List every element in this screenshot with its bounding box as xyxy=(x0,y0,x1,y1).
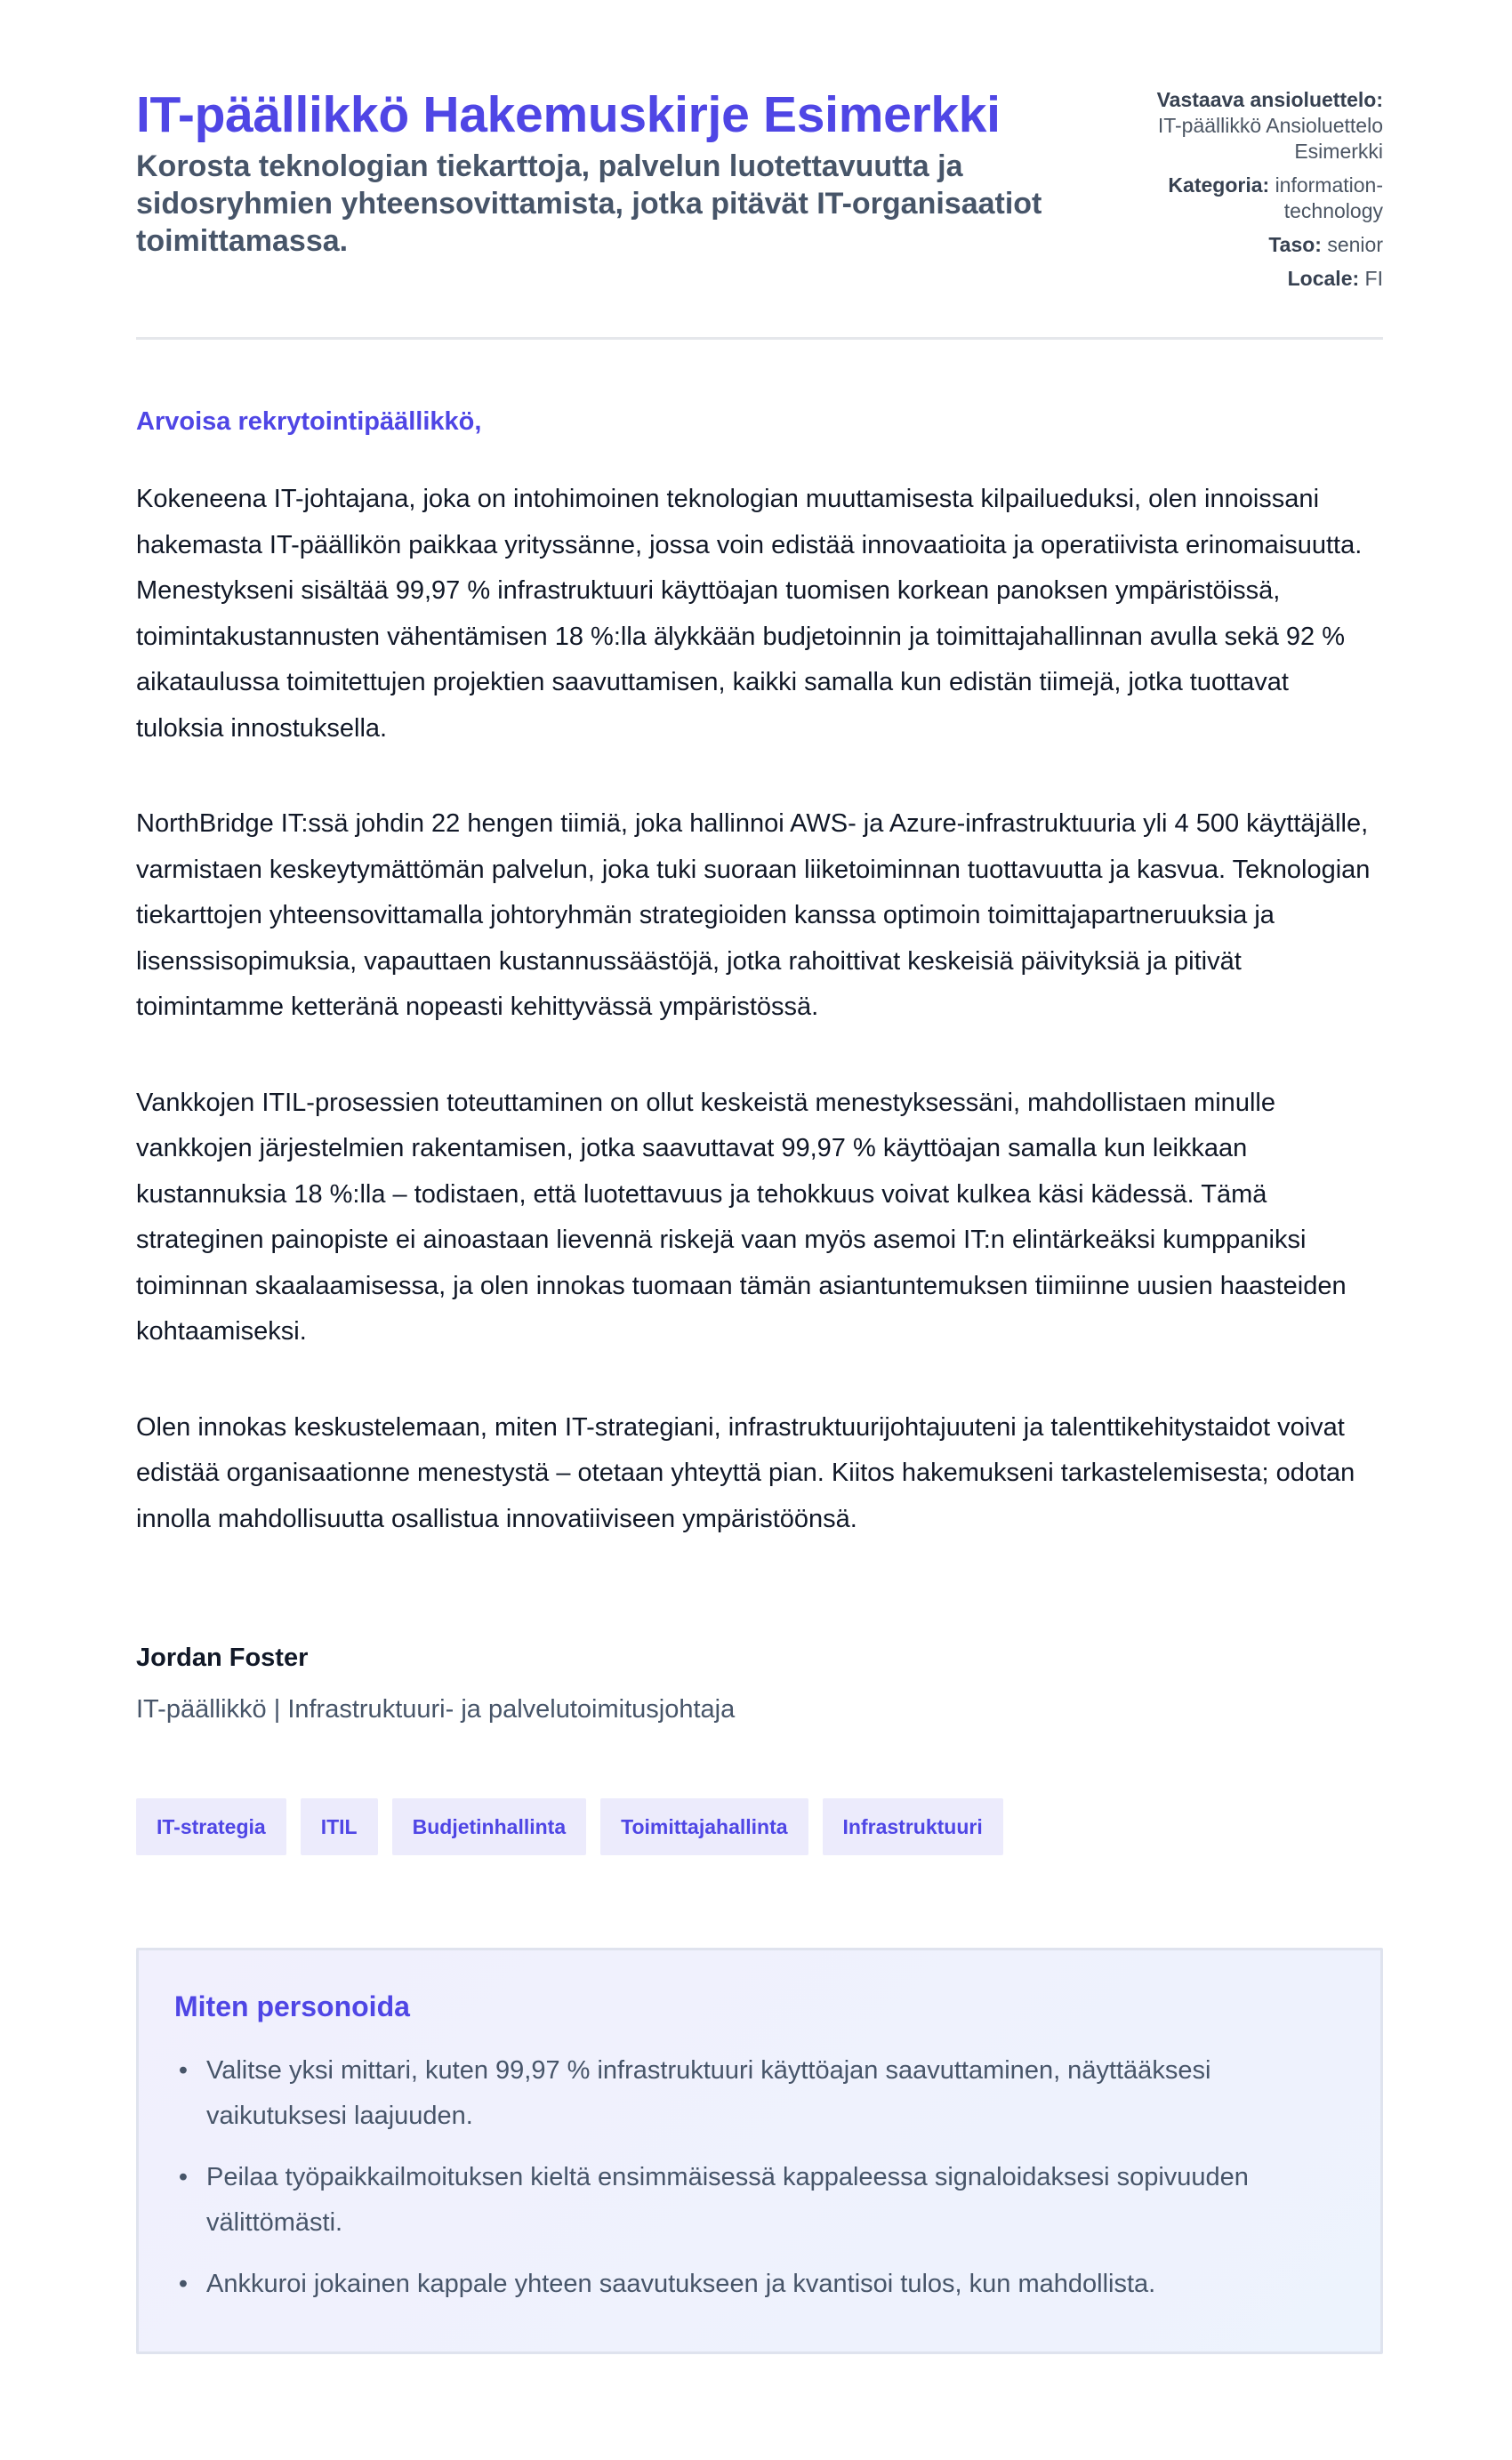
bullet-icon: • xyxy=(178,2163,189,2191)
page-subtitle: Korosta teknologian tiekarttoja, palvelun luotettavuutta ja sidosryhmien yhteensovittamista, jotka pitävät IT-organisaatiot toimittamassa. xyxy=(136,149,1042,258)
signature-role: IT-päällikkö | Infrastruktuuri- ja palvelutoimitusjohtaja xyxy=(136,1695,736,1724)
meta-level xyxy=(1116,232,1383,258)
signature-block xyxy=(136,1640,1383,1727)
letter-paragraph: NorthBridge IT:ssä johdin 22 hengen tiimiä, joka hallinnoi AWS- ja Azure-infrastruktuuria yli 4 500 käyttäjälle, varmistaen keskeytymättömän palvelun, joka tuki suoraan liiketoiminnan tuottavuutta ja kasvua. Teknologian tiekarttojen yhteensovittamalla johtoryhmän strategioiden kanssa optimoin toimittajapartneruuksia ja lisenssisopimuksia, vapauttaen kustannussäästöjä, jotka rahoittivat keskeisiä päivityksiä ja pitivät toimintamme ketteränä nopeasti kehittyvässä ympäristössä. xyxy=(136,809,1371,1021)
letter-paragraph: Vankkojen ITIL-prosessien toteuttaminen on ollut keskeistä menestyksessäni, mahdollistaen minulle vankkojen järjestelmien rakentamisen, jotka saavuttavat 99,97 % käyttöajan samalla kun leikkaan kustannuksia 18 %:lla – todistaen, että luotettavuus ja tehokkuus voivat kulkea käsi kädessä. Tämä strateginen painopiste ei ainoastaan lievennä riskejä vaan myös asemoi IT:n elintärkeäksi kumppaniksi toiminnan skaalaamisessa, ja olen innokas tuomaan tämän asiantuntemuksen tiimiinne uusien haasteiden kohtaamiseksi. xyxy=(136,1088,1347,1346)
meta-category-value: information-technology xyxy=(1275,173,1383,222)
skill-tags xyxy=(136,1798,1383,1855)
bullet-icon: • xyxy=(178,2270,189,2298)
tips-list xyxy=(174,2048,1345,2307)
letter-paragraph: Kokeneena IT-johtajana, joka on intohimoinen teknologian muuttamisesta kilpailueduksi, olen innoissani hakemasta IT-päällikön paikkaa yrityssänne, jossa voin edistää innovaatioita ja operatiivista erinomaisuutta. Menestykseni sisältää 99,97 % infrastruktuuri käyttöajan tuomisen korkean panoksen ympäristöissä, toimintakustannusten vähentämisen 18 %:lla älykkään budjetoinnin ja toimittajahallinnan avulla sekä 92 % aikataulussa toimitettujen projektien saavuttamisen, kaikki samalla kun edistän tiimejä, jotka tuottavat tuloksia innostuksella. xyxy=(136,485,1363,743)
meta-resume-label: Vastaava ansioluettelo: xyxy=(1156,88,1383,111)
tip-text: Valitse yksi mittari, kuten 99,97 % infrastruktuuri käyttöajan saavuttaminen, näyttääksesi vaikutuksesi laajuuden. xyxy=(206,2056,1211,2130)
skill-tag: Budjetinhallinta xyxy=(392,1798,587,1855)
meta-resume xyxy=(1116,87,1383,165)
bullet-icon: • xyxy=(178,2056,189,2085)
skill-tag: ITIL xyxy=(301,1798,378,1855)
tips-title: Miten personoida xyxy=(174,1990,410,2022)
page-title: IT-päällikkö Hakemuskirje Esimerkki xyxy=(136,86,1001,143)
salutation: Arvoisa rekrytointipäällikkö, xyxy=(136,407,482,436)
letter-paragraph: Olen innokas keskustelemaan, miten IT-strategiani, infrastruktuurijohtajuuteni ja talenttikehitystaidot voivat edistää organisaationne menestystä – otetaan yhteyttä pian. Kiitos hakemukseni tarkastelemisesta; odotan innolla mahdollisuutta osallistua innovatiiviseen ympäristöönsä. xyxy=(136,1412,1355,1533)
header-titles xyxy=(136,85,1043,260)
letter-body xyxy=(136,404,1383,1727)
meta-category xyxy=(1116,173,1383,224)
signature-name: Jordan Foster xyxy=(136,1644,309,1672)
meta-category-label: Kategoria: xyxy=(1168,173,1270,197)
meta-level-value: senior xyxy=(1327,233,1383,256)
skill-tag: Toimittajahallinta xyxy=(600,1798,808,1855)
meta-locale-value: FI xyxy=(1364,267,1383,290)
cover-letter-page xyxy=(136,0,1383,2354)
skill-tag: IT-strategia xyxy=(136,1798,286,1855)
tip-text: Ankkuroi jokainen kappale yhteen saavutukseen ja kvantisoi tulos, kun mahdollista. xyxy=(206,2270,1156,2298)
page-header xyxy=(136,0,1383,340)
meta-level-label: Taso: xyxy=(1268,233,1322,256)
tip-item xyxy=(174,2155,1345,2246)
tip-item xyxy=(174,2262,1345,2307)
meta-resume-value: IT-päällikkö Ansioluettelo Esimerkki xyxy=(1157,114,1383,163)
meta-locale-label: Locale: xyxy=(1287,267,1360,290)
meta-panel xyxy=(1116,87,1383,300)
tip-text: Peilaa työpaikkailmoituksen kieltä ensimmäisessä kappaleessa signaloidaksesi sopivuuden välittömästi. xyxy=(206,2163,1249,2237)
skill-tag: Infrastruktuuri xyxy=(823,1798,1003,1855)
meta-locale xyxy=(1116,266,1383,292)
personalization-tips xyxy=(136,1948,1383,2354)
tip-item xyxy=(174,2048,1345,2139)
